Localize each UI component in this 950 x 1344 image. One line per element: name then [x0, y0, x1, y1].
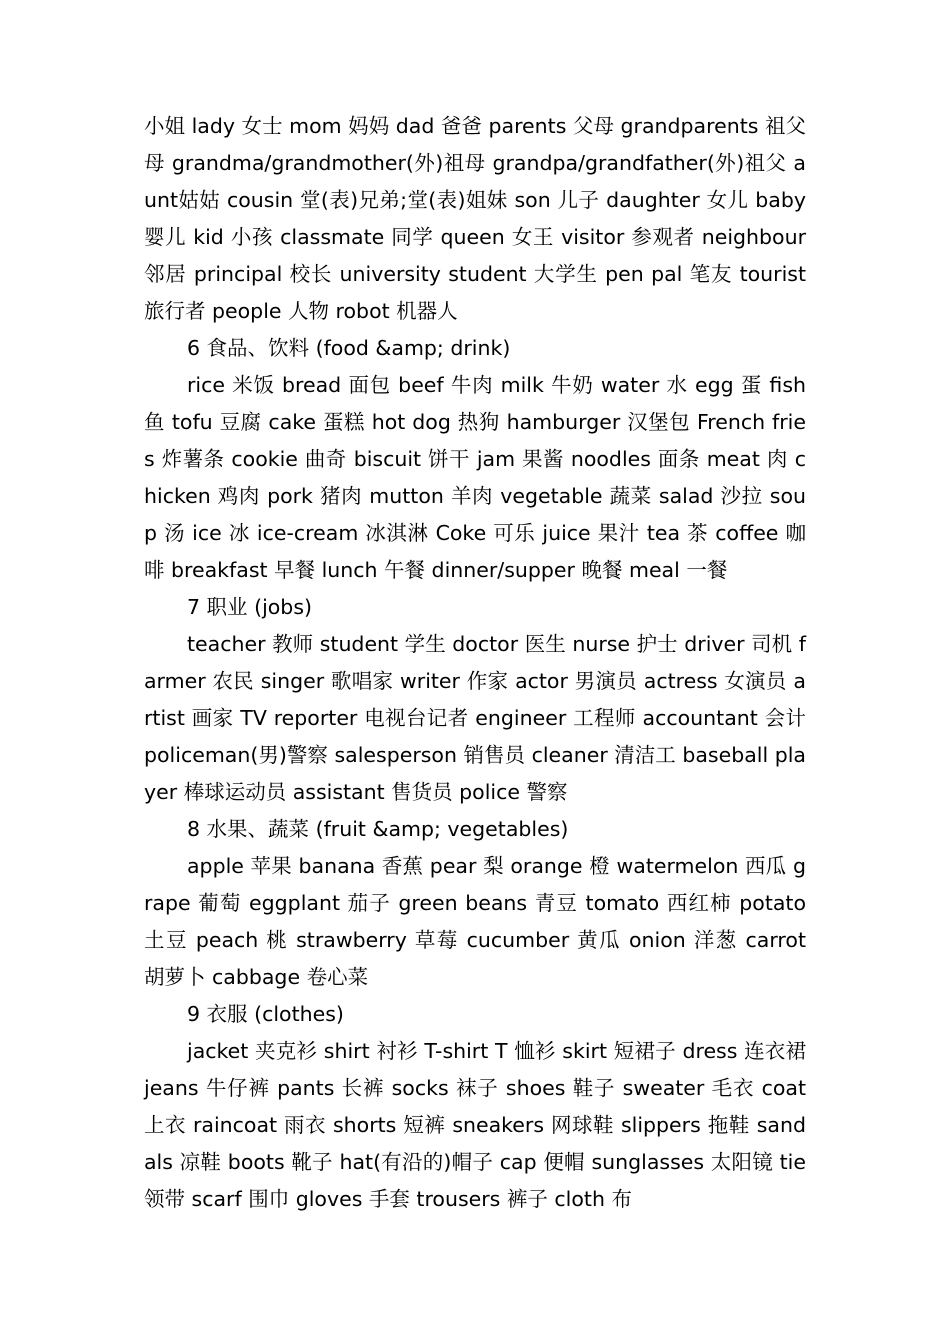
section-heading-food: 6 食品、饮料 (food &amp; drink)	[187, 336, 511, 360]
vocab-paragraph-fruit-vegetables: apple 苹果 banana 香蕉 pear 梨 orange 橙 watermelon 西瓜 grape 葡萄 eggplant 茄子 green beans 青豆 tomato 西红柿 potato 土豆 peach 桃 strawberry 草莓 cucumber 黄瓜 onion 洋葱 carrot 胡萝卜 cabbage 卷心菜	[144, 854, 806, 989]
vocab-paragraph-people: 小姐 lady 女士 mom 妈妈 dad 爸爸 parents 父母 grandparents 祖父母 grandma/grandmother(外)祖母 grandpa/grandfather(外)祖父 aunt姑姑 cousin 堂(表)兄弟;堂(表)姐妹 son 儿子 daughter 女儿 baby 婴儿 kid 小孩 classmate 同学 queen 女王 visitor 参观者 neighbour 邻居 principal 校长 university student 大学生 pen pal 笔友 tourist 旅行者 people 人物 robot 机器人	[144, 114, 806, 323]
vocab-paragraph-clothes: jacket 夹克衫 shirt 衬衫 T-shirt T 恤衫 skirt 短裙子 dress 连衣裙 jeans 牛仔裤 pants 长裤 socks 袜子 shoes 鞋子 sweater 毛衣 coat 上衣 raincoat 雨衣 shorts 短裤 sneakers 网球鞋 slippers 拖鞋 sandals 凉鞋 boots 靴子 hat(有沿的)帽子 cap 便帽 sunglasses 太阳镜 tie 领带 scarf 围巾 gloves 手套 trousers 裤子 cloth 布	[144, 1039, 806, 1211]
section-heading-jobs: 7 职业 (jobs)	[187, 595, 313, 619]
section-heading-clothes: 9 衣服 (clothes)	[187, 1002, 344, 1026]
vocab-paragraph-jobs: teacher 教师 student 学生 doctor 医生 nurse 护士 driver 司机 farmer 农民 singer 歌唱家 writer 作家 actor 男演员 actress 女演员 artist 画家 TV reporter 电视台记者 engineer 工程师 accountant 会计 policeman(男)警察 salesperson 销售员 cleaner 清洁工 baseball player 棒球运动员 assistant 售货员 police 警察	[144, 632, 806, 804]
vocab-paragraph-food: rice 米饭 bread 面包 beef 牛肉 milk 牛奶 water 水 egg 蛋 fish 鱼 tofu 豆腐 cake 蛋糕 hot dog 热狗 hamburger 汉堡包 French fries 炸薯条 cookie 曲奇 biscuit 饼干 jam 果酱 noodles 面条 meat 肉 chicken 鸡肉 pork 猪肉 mutton 羊肉 vegetable 蔬菜 salad 沙拉 soup 汤 ice 冰 ice-cream 冰淇淋 Coke 可乐 juice 果汁 tea 茶 coffee 咖啡 breakfast 早餐 lunch 午餐 dinner/supper 晚餐 meal 一餐	[144, 373, 806, 582]
section-heading-fruit-vegetables: 8 水果、蔬菜 (fruit &amp; vegetables)	[187, 817, 569, 841]
document-page	[144, 108, 806, 1218]
